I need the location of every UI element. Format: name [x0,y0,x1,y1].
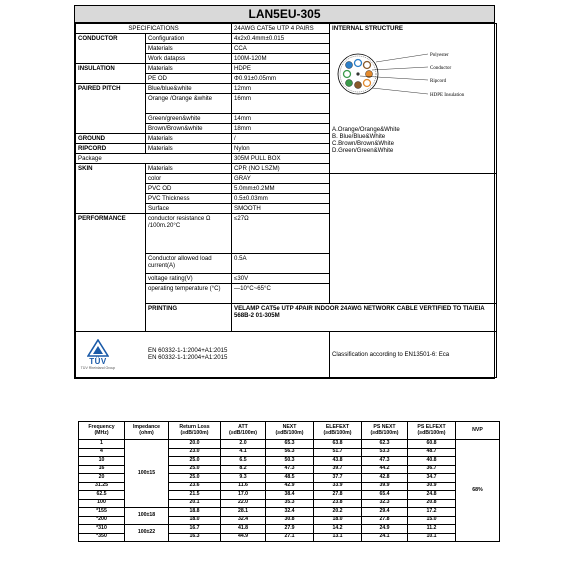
row-value: 14mm [232,114,330,124]
impedance-cell: 100±15 [125,440,169,508]
row-value: ≤27Ω [232,214,330,254]
spec-table [75,23,497,378]
row-value: 5.0mm±0.2MM [232,184,330,194]
value-cell: 17.0 [221,491,266,500]
value-cell: 9.3 [221,474,266,483]
perf-header: PS NEXT (≥dB/100m) [362,422,408,440]
value-cell: 37.7 [314,474,362,483]
frequency-cell: *350 [79,533,125,542]
value-cell: 8.2 [221,465,266,474]
perf-header: Impedance (ohm) [125,422,169,440]
value-cell: 65.3 [266,440,314,449]
row-value: —10°C~65°C [232,284,330,304]
row-label: Green/green&white [146,114,232,124]
frequency-cell: 100 [79,499,125,508]
value-cell: 24.8 [408,491,456,500]
tuv-triangle-icon [87,339,109,357]
row-value: 100M-120M [232,54,330,64]
value-cell: 11.6 [221,482,266,491]
value-cell: 23.6 [169,482,221,491]
value-cell: 10.1 [408,533,456,542]
value-cell: 27.8 [314,491,362,500]
row-label: Brown/Brown&white [146,124,232,134]
section-skin: SKIN [76,164,146,214]
value-cell: 43.8 [314,457,362,466]
value-cell: 13.1 [314,533,362,542]
label-ripcord: Ripcord [430,79,447,85]
row-value: 18mm [232,124,330,134]
section-ripcord: RIPCORD [76,144,146,154]
value-cell: 50.3 [266,457,314,466]
value-cell: 63.8 [314,440,362,449]
value-cell: 18.8 [169,508,221,517]
value-cell: 36.7 [408,465,456,474]
label-polyester: Polyester [430,53,449,59]
value-cell: 22.0 [221,499,266,508]
value-cell: 4.1 [221,448,266,457]
value-cell: 42.8 [362,474,408,483]
impedance-cell: 100±22 [125,525,169,542]
value-cell: 14.2 [314,525,362,534]
value-cell: 24.1 [362,533,408,542]
value-cell: 44.9 [221,533,266,542]
value-cell: 39.7 [314,465,362,474]
internal-structure-title: INTERNAL STRUCTURE [332,25,404,32]
value-cell: 20.8 [408,499,456,508]
row-label: Materials [146,144,232,154]
value-cell: 27.1 [266,533,314,542]
value-cell: 27.8 [362,516,408,525]
value-cell: 20.0 [169,440,221,449]
value-cell: 47.3 [362,457,408,466]
row-value: 0.5A [232,254,330,274]
spec-sheet [74,5,495,379]
label-hdpe: HDPE Insulation [430,93,465,99]
row-value: GRAY [232,174,330,184]
internal-structure-panel [330,24,497,174]
row-label: Materials [146,44,232,54]
row-label: Configuration [146,34,232,44]
value-cell: 29.4 [362,508,408,517]
frequency-cell: 10 [79,457,125,466]
perf-header: ELEFEXT (≥dB/100m) [314,422,362,440]
row-label: Materials [146,64,232,74]
section-performance: PERFORMANCE [76,214,146,332]
row-value: Nylon [232,144,330,154]
tuv-logo [78,339,118,370]
pair-d: D.Green/Green&White [332,147,394,155]
value-cell: 42.9 [266,482,314,491]
value-cell: 21.5 [169,491,221,500]
value-cell: 2.0 [221,440,266,449]
value-cell: 25.0 [169,457,221,466]
ripcord-dot [356,73,359,76]
value-cell: 27.9 [266,525,314,534]
performance-table-wrapper [78,421,499,542]
row-label: Orange /Orange &white [146,94,232,114]
value-cell: 16.7 [169,525,221,534]
frequency-cell: 31.25 [79,482,125,491]
classification-text: Classification according to EN13501-6: Eca [330,332,497,378]
blue-white-conductor [355,60,362,67]
row-label: Conductor allowed load current(A) [146,254,232,274]
green-white-conductor [344,71,351,78]
value-cell: 53.3 [362,448,408,457]
section-ground: GROUND [76,134,146,144]
row-value: 4x2x0.4mm±0.015 [232,34,330,44]
value-cell: 20.2 [314,508,362,517]
value-cell: 34.7 [408,474,456,483]
orange-white-conductor [364,80,371,87]
value-cell: 39.9 [362,482,408,491]
row-value: CCA [232,44,330,54]
value-cell: 38.4 [266,491,314,500]
value-cell: 44.2 [362,465,408,474]
brown-conductor [355,82,362,89]
frequency-cell: *200 [79,516,125,525]
row-label: conductor resistance Ω /100m.20°C [146,214,232,254]
value-cell: 25.0 [169,465,221,474]
blue-conductor [346,62,353,69]
frequency-cell: *155 [79,508,125,517]
row-value: 12mm [232,84,330,94]
table-row [79,525,500,534]
table-row [79,440,500,449]
value-cell: 23.0 [169,448,221,457]
performance-table [78,421,500,542]
frequency-cell: 20 [79,474,125,483]
frequency-cell: 62.5 [79,491,125,500]
standards-cell [76,332,330,378]
pair-c: C.Brown/Brown&White [332,140,394,148]
frequency-cell: 4 [79,448,125,457]
value-cell: 23.8 [314,499,362,508]
perf-header: PS ELFEXT (≥dB/100m) [408,422,456,440]
spec-header-left: SPECIFICATIONS [76,24,232,34]
row-label: Materials [146,134,232,144]
row-value: HDPE [232,64,330,74]
section-package: Package [76,154,232,164]
value-cell: 48.5 [266,474,314,483]
tuv-logo-sub: TÜV Rheinland Group [80,366,116,371]
value-cell: 18.0 [169,516,221,525]
section-paired-pitch: PAIRED PITCH [76,84,146,134]
value-cell: 25.0 [169,474,221,483]
value-cell: 6.5 [221,457,266,466]
row-value: 16mm [232,94,330,114]
row-label: voltage rating(V) [146,274,232,284]
value-cell: 60.8 [408,440,456,449]
table-row [79,508,500,517]
row-label: PE OD [146,74,232,84]
pair-a: A.Orange/Orange&White [332,126,400,134]
perf-header: NVP [456,422,500,440]
row-label: Blue/blue&white [146,84,232,94]
value-cell: 56.3 [266,448,314,457]
value-cell: 32.4 [266,508,314,517]
frequency-cell: 1 [79,440,125,449]
section-conductor: CONDUCTOR [76,34,146,64]
frequency-cell: *310 [79,525,125,534]
row-value: ≤30V [232,274,330,284]
value-cell: 28.1 [221,508,266,517]
value-cell: 15.0 [408,516,456,525]
perf-header: Return Loss (≥dB/100m) [169,422,221,440]
row-label: PVC OD [146,184,232,194]
value-cell: 40.8 [408,457,456,466]
row-label: Materials [146,164,232,174]
value-cell: 33.9 [314,482,362,491]
value-cell: 30.9 [408,482,456,491]
label-conductor: Conductor [430,66,452,72]
row-value: Φ0.91±0.05mm [232,74,330,84]
value-cell: 20.1 [169,499,221,508]
perf-header: ATT (≥dB/100m) [221,422,266,440]
value-cell: 62.3 [362,440,408,449]
standard-1: EN 60332-1-1:2004+A1:2015 [148,347,228,355]
tuv-logo-text: TÜV [89,356,107,366]
value-cell: 65.4 [362,491,408,500]
value-cell: 16.3 [169,533,221,542]
value-cell: 24.9 [362,525,408,534]
row-label: Work datapss [146,54,232,64]
section-printing: PRINTING [146,304,232,332]
value-cell: 32.3 [362,499,408,508]
row-value: / [232,134,330,144]
value-cell: 17.2 [408,508,456,517]
value-cell: 41.8 [221,525,266,534]
row-value: 0.5±0.03mm [232,194,330,204]
value-cell: 48.7 [408,448,456,457]
cable-cross-section-diagram [332,32,492,124]
brown-white-conductor [364,62,371,69]
standard-2: EN 60332-1-1:2004+A1:2015 [148,354,228,362]
row-value: CPR (NO LSZM) [232,164,330,174]
value-cell: 35.3 [266,499,314,508]
green-conductor [346,80,353,87]
perf-header: NEXT (≥dB/100m) [266,422,314,440]
sheet-title: LAN5EU-305 [75,6,494,23]
section-insulation: INSULATION [76,64,146,84]
nvp-cell: 68% [456,440,500,542]
spec-header-right: 24AWG CAT5e UTP 4 PAIRS [232,24,330,34]
value-cell: 11.2 [408,525,456,534]
row-label: operating temperature (°C) [146,284,232,304]
row-value: SMOOTH [232,204,330,214]
value-cell: 51.7 [314,448,362,457]
impedance-cell: 100±18 [125,508,169,525]
perf-header: Frequency (MHz) [79,422,125,440]
value-cell: 18.0 [314,516,362,525]
value-cell: 47.3 [266,465,314,474]
printing-text: VELAMP CAT5e UTP 4PAIR INDOOR 24AWG NETWORK CABLE VERTIFIED TO TIA/EIA 568B-2 01-305M [232,304,497,332]
value-cell: 32.4 [221,516,266,525]
row-label: PVC Thickness [146,194,232,204]
row-label: color [146,174,232,184]
row-value: 305M PULL BOX [232,154,330,164]
value-cell: 30.8 [266,516,314,525]
row-label: Surface [146,204,232,214]
frequency-cell: 16 [79,465,125,474]
pair-b: B. Blue/Blue&White [332,133,386,141]
